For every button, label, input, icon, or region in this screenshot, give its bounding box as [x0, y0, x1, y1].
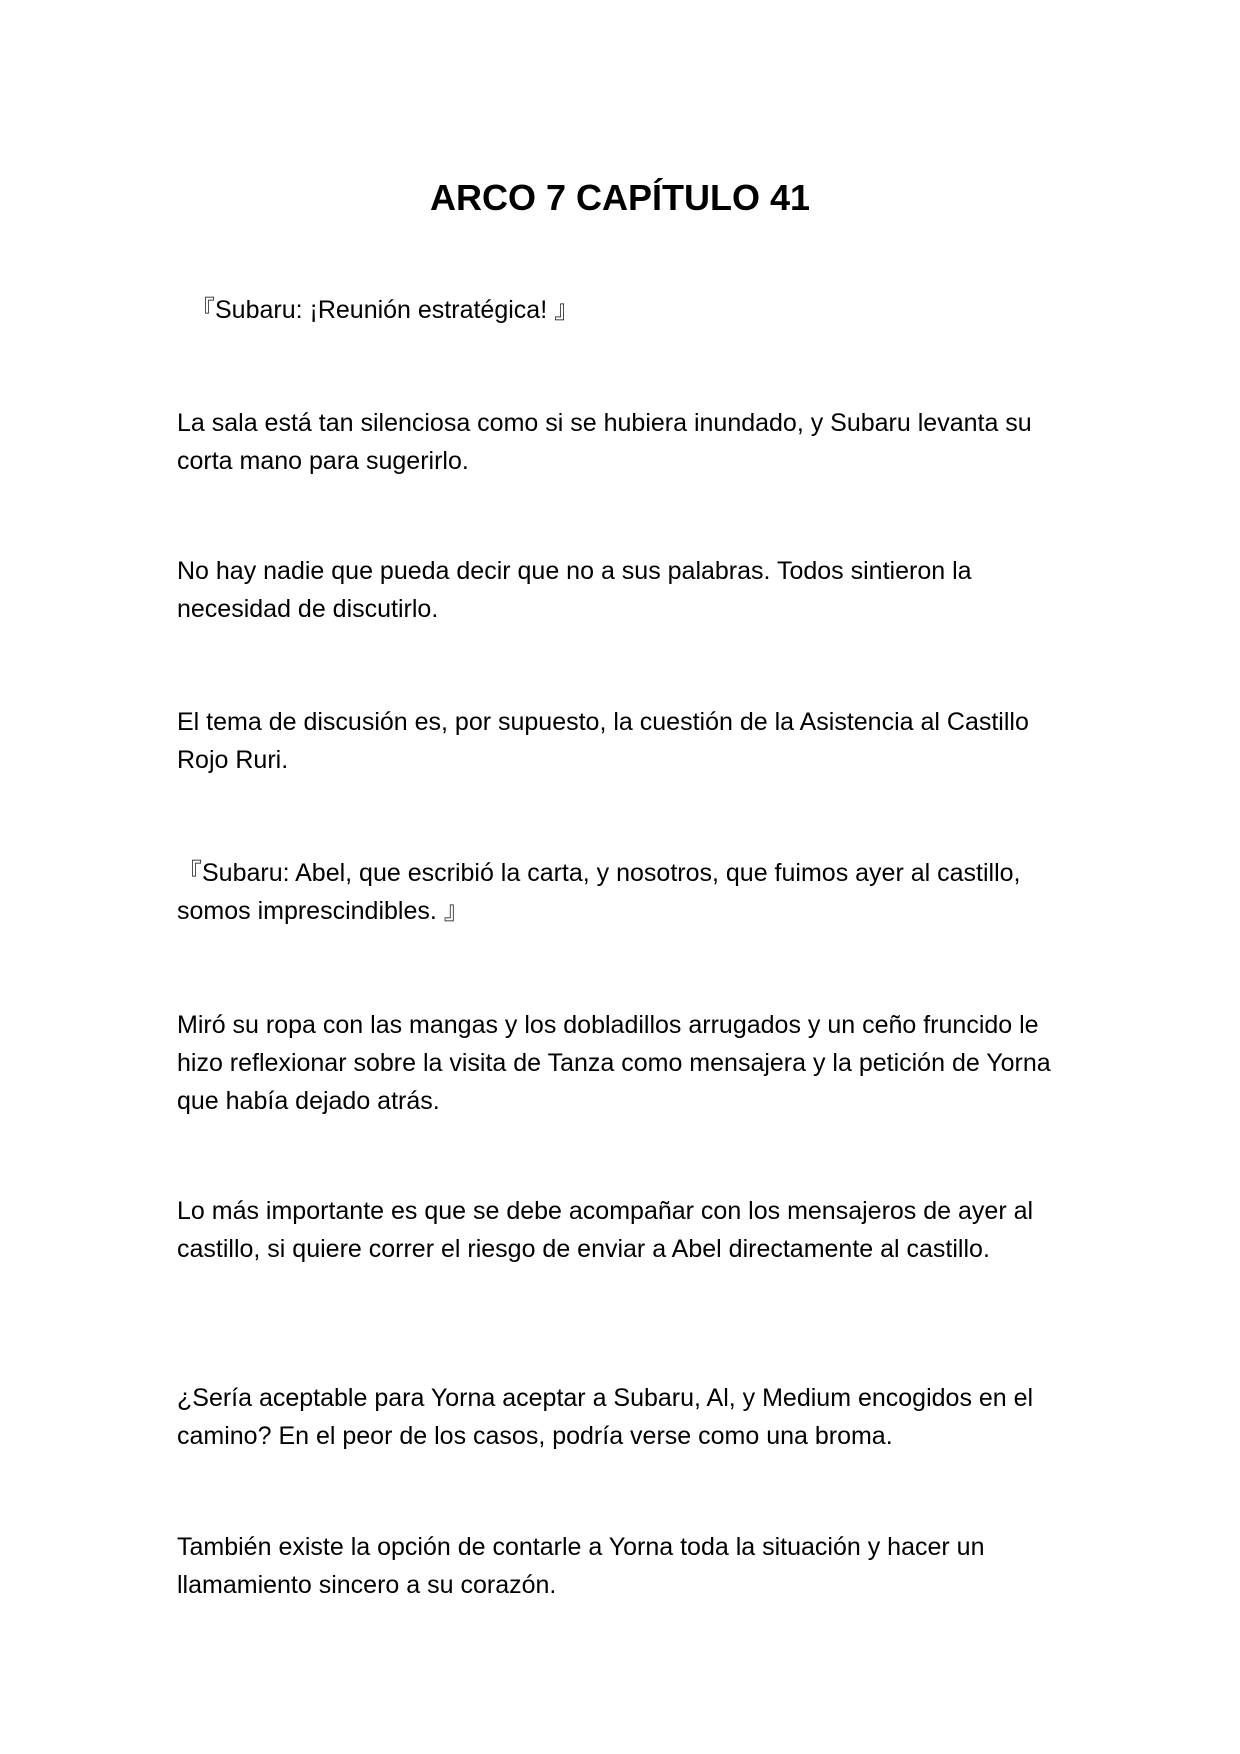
dialogue-paragraph: 『Subaru: ¡Reunión estratégica! 』 — [190, 296, 580, 324]
body-paragraph: ¿Sería aceptable para Yorna aceptar a Subaru, Al, y Medium encogidos en el camino? En el peor de los casos, podría verse como una broma. — [177, 1384, 1034, 1450]
body-paragraph: La sala está tan silenciosa como si se hubiera inundado, y Subaru levanta su corta mano para sugerirlo. — [177, 409, 1032, 475]
body-paragraph: El tema de discusión es, por supuesto, la cuestión de la Asistencia al Castillo Rojo Ruri. — [177, 708, 1029, 774]
body-paragraph: No hay nadie que pueda decir que no a sus palabras. Todos sintieron la necesidad de discutirlo. — [177, 557, 972, 623]
chapter-title: ARCO 7 CAPÍTULO 41 — [429, 177, 811, 219]
dialogue-paragraph: 『Subaru: Abel, que escribió la carta, y nosotros, que fuimos ayer al castillo, somos imprescindibles. 』 — [177, 859, 1021, 925]
body-paragraph: Lo más importante es que se debe acompañar con los mensajeros de ayer al castillo, si quiere correr el riesgo de enviar a Abel directamente al castillo. — [177, 1197, 1034, 1263]
body-paragraph: También existe la opción de contarle a Yorna toda la situación y hacer un llamamiento sincero a su corazón. — [177, 1533, 985, 1599]
body-paragraph: Miró su ropa con las mangas y los dobladillos arrugados y un ceño fruncido le hizo reflexionar sobre la visita de Tanza como mensajera y la petición de Yorna que había dejado atrás. — [177, 1011, 1051, 1115]
